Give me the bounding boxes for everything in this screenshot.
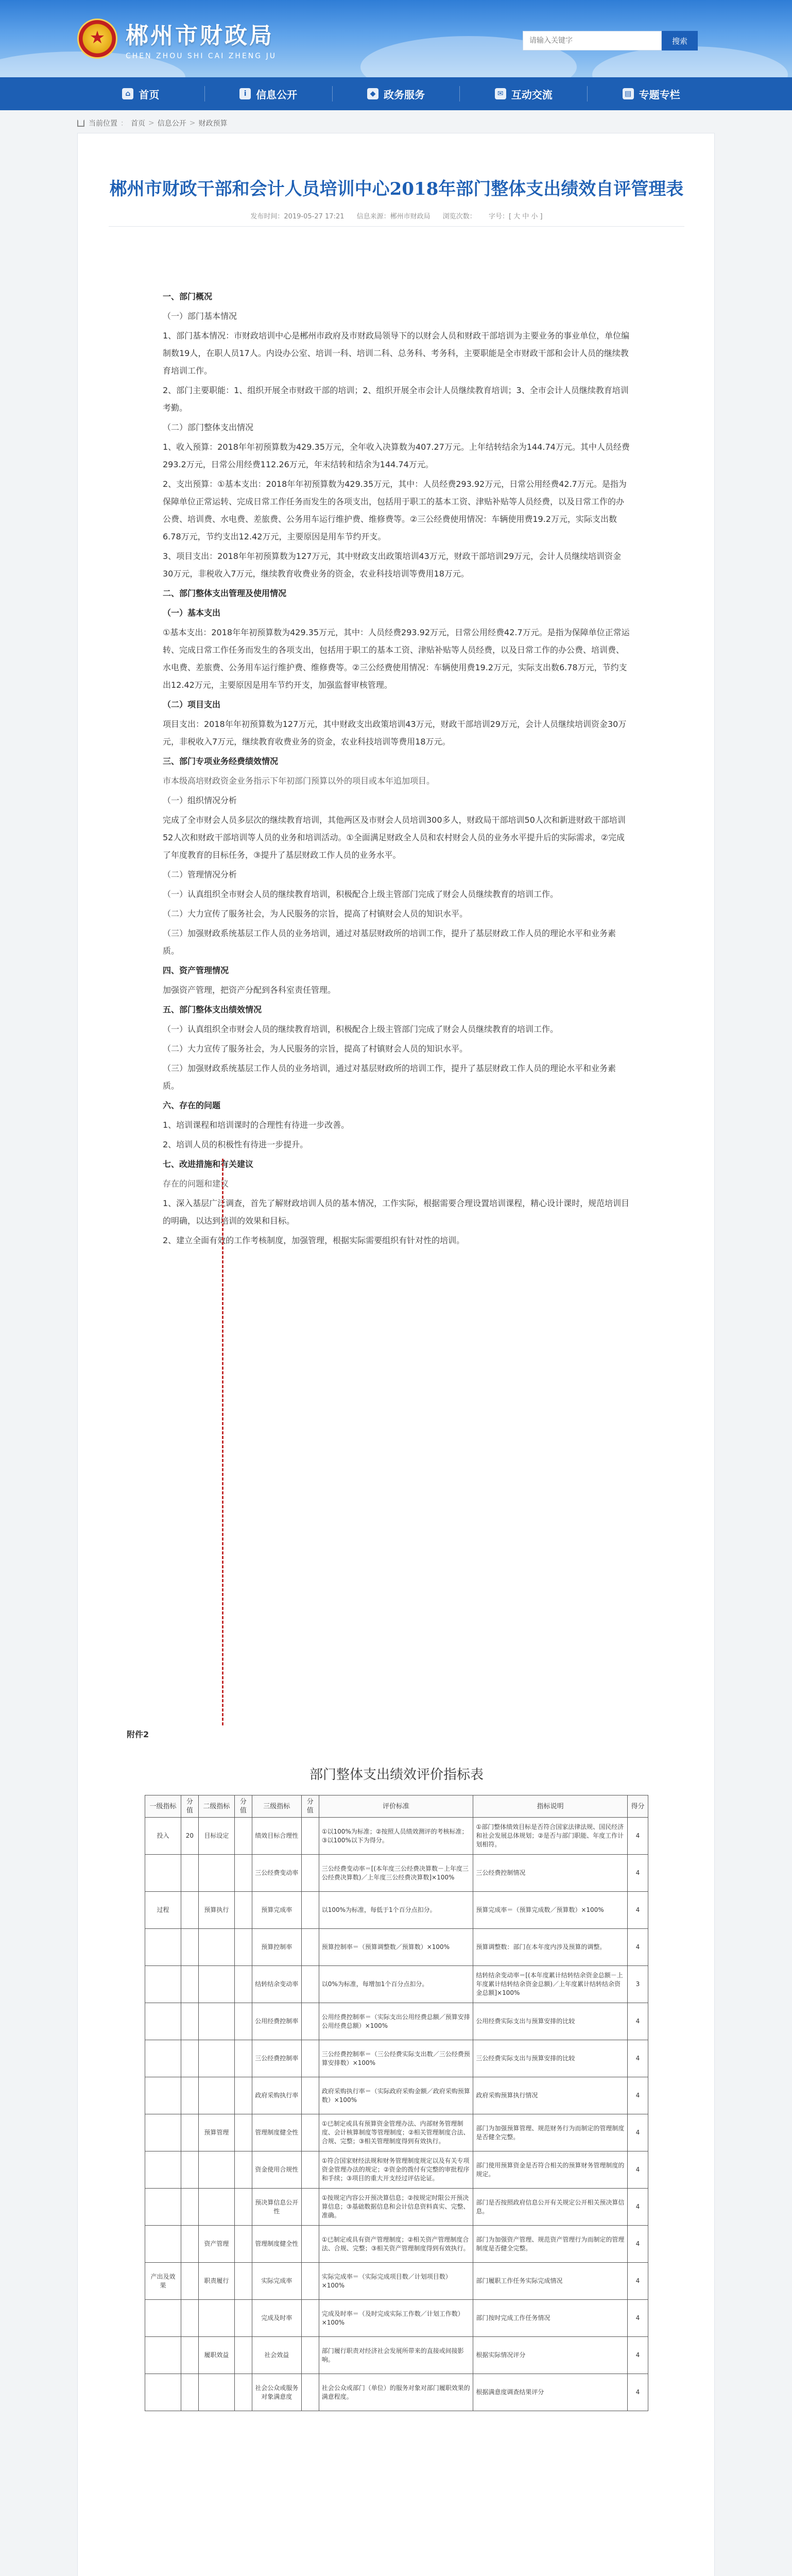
section-heading: 三、部门专项业务经费绩效情况 bbox=[163, 756, 279, 766]
table-cell: 社会公众或部门（单位）的服务对象对部门履职效果的满意程度。 bbox=[319, 2374, 473, 2411]
table-cell bbox=[234, 2374, 252, 2411]
table-cell bbox=[181, 2040, 198, 2077]
table-cell bbox=[145, 2300, 181, 2337]
table-row bbox=[145, 2151, 648, 2189]
paragraph: （二）大力宣传了服务社会，为人民服务的宗旨，提高了村镇财会人员的知识水平。 bbox=[163, 1044, 468, 1054]
table-cell: 预算完成率＝（预算完成数／预算数）×100% bbox=[473, 1892, 628, 1929]
table-cell: 履职效益 bbox=[198, 2337, 234, 2374]
table-cell bbox=[301, 2077, 319, 2114]
paragraph: 1、培训课程和培训课时的合理性有待进一步改善。 bbox=[163, 1120, 350, 1130]
table-cell bbox=[234, 1966, 252, 2003]
table-cell bbox=[301, 2263, 319, 2300]
paragraph: （三）加强财政系统基层工作人员的业务培训，通过对基层财政所的培训工作，提升了基层财政工作人员的理论水平和业务素质。 bbox=[163, 928, 616, 956]
paragraph: 3、项目支出：2018年年初预算数为127万元，其中财政支出政策培训43万元，财政干部培训29万元，会计人员继续培训资金30万元，非税收入7万元，继续教育收费业务的资金，农业科技培训等费用18万元。 bbox=[163, 551, 622, 579]
section-heading: 一、部门概况 bbox=[163, 292, 213, 301]
paragraph: 完成了全市财会人员多层次的继续教育培训，其他两区及市财会人员培训300多人，财政局干部培训50人次和新进财政干部培训52人次和财政干部培训等人员的业务和培训活动。①全面满足财政全人员和农村财会人员的业务水平提升后的实际需求，②完成了年度教育的目标任务，③提升了基层财政工作人员的业务水平。 bbox=[163, 815, 626, 860]
table-cell: 预算控制率 bbox=[252, 1929, 301, 1966]
chat-icon: ✉ bbox=[495, 88, 506, 99]
section-heading: 七、改进措施和有关建议 bbox=[163, 1159, 254, 1169]
table-cell bbox=[181, 2226, 198, 2263]
table-cell bbox=[145, 2337, 181, 2374]
section-heading: 二、部门整体支出管理及使用情况 bbox=[163, 588, 287, 598]
table-cell: 公用经费控制率＝（实际支出公用经费总额／预算安排公用经费总额）×100% bbox=[319, 2003, 473, 2040]
table-cell: 4 bbox=[628, 2374, 648, 2411]
site-name: 郴州市财政局 bbox=[126, 23, 274, 49]
section-heading: （二）项目支出 bbox=[163, 700, 221, 709]
nav-item-info[interactable]: i 信息公开 bbox=[205, 77, 332, 110]
section-heading: 五、部门整体支出绩效情况 bbox=[163, 1005, 262, 1014]
table-cell bbox=[301, 1966, 319, 2003]
table-cell bbox=[181, 2263, 198, 2300]
nav-item-interact[interactable]: ✉ 互动交流 bbox=[460, 77, 587, 110]
table-cell bbox=[301, 1929, 319, 1966]
breadcrumb-home[interactable]: 首页 bbox=[131, 120, 145, 128]
table-row bbox=[145, 1818, 648, 1855]
table-row bbox=[145, 2263, 648, 2300]
table-header-cell: 得分 bbox=[628, 1795, 648, 1818]
divider bbox=[109, 226, 684, 227]
table-cell: 4 bbox=[628, 2337, 648, 2374]
table-cell bbox=[145, 2151, 181, 2189]
cloud-decoration bbox=[592, 46, 788, 77]
table-cell bbox=[198, 2300, 234, 2337]
table-cell bbox=[198, 1929, 234, 1966]
table-header-row bbox=[145, 1795, 648, 1818]
table-cell: 职责履行 bbox=[198, 2263, 234, 2300]
table-row bbox=[145, 1855, 648, 1892]
table-header-cell: 分值 bbox=[301, 1795, 319, 1818]
table-cell: 资产管理 bbox=[198, 2226, 234, 2263]
paragraph: （三）加强财政系统基层工作人员的业务培训，通过对基层财政所的培训工作，提升了基层财政工作人员的理论水平和业务素质。 bbox=[163, 1063, 616, 1091]
location-icon bbox=[77, 120, 84, 127]
table-cell: 三公经费控制情况 bbox=[473, 1855, 628, 1892]
table-cell bbox=[198, 2003, 234, 2040]
table-cell bbox=[145, 1855, 181, 1892]
paragraph: 2、支出预算：①基本支出：2018年年初预算数为429.35万元，其中：人员经费293.92万元，日常公用经费42.7万元。是指为保障单位正常运转、完成日常工作任务而发生的各项支出，包括用于职工的基本工资、津贴补贴等人员经费，以及日常工作的办公费、培训费、水电费、差旅费、公务用车运行维护费、维修费等。②三公经费使用情况：车辆使用费19.2万元，实际支出数6.78万元，节约支出12.42万元，主要原因是用车节约开支。 bbox=[163, 479, 627, 541]
paragraph: （二）部门整体支出情况 bbox=[163, 422, 254, 432]
table-cell bbox=[301, 2151, 319, 2189]
table-header-cell: 二级指标 bbox=[198, 1795, 234, 1818]
paragraph: 市本级高培财政资金业务指示下年初部门预算以外的项目或本年追加项目。 bbox=[163, 776, 435, 786]
column-icon: ▤ bbox=[623, 88, 634, 99]
table-cell bbox=[145, 2374, 181, 2411]
table-row bbox=[145, 2300, 648, 2337]
font-size-switch[interactable]: 字号：[ 大 中 小 ] bbox=[488, 213, 543, 221]
paragraph: 1、深入基层广泛调查，首先了解财政培训人员的基本情况，工作实际，根据需要合理设置培训课程，精心设计课时，规范培训目的明确，以达到培训的效果和目标。 bbox=[163, 1198, 630, 1226]
table-cell bbox=[181, 2077, 198, 2114]
table-cell: ①已制定或具有预算资金管理办法、内部财务管理制度、会计核算制度等管理制度；②相关管理制度合法、合规、完整；③相关管理制度得到有效执行。 bbox=[319, 2114, 473, 2151]
table-cell: 4 bbox=[628, 2151, 648, 2189]
table-cell bbox=[181, 2300, 198, 2337]
table-cell: ①以100%为标准；②按照人员绩效测评的考核标准；③以100%以下为得分。 bbox=[319, 1818, 473, 1855]
table-cell: 完成及时率＝（及时完成实际工作数／计划工作数）×100% bbox=[319, 2300, 473, 2337]
table-cell: 三公经费变动率＝[(本年度三公经费决算数－上年度三公经费决算数)／上年度三公经费决算数]×100% bbox=[319, 1855, 473, 1892]
breadcrumb-label: 当前位置 bbox=[89, 120, 117, 128]
breadcrumb-info[interactable]: 信息公开 bbox=[157, 120, 186, 128]
table-cell bbox=[181, 1966, 198, 2003]
paragraph: 项目支出：2018年年初预算数为127万元，其中财政支出政策培训43万元，财政干部培训29万元，会计人员继续培训资金30万元，非税收入7万元，继续教育收费业务的资金，农业科技培训等费用18万元。 bbox=[163, 719, 627, 747]
info-icon: i bbox=[239, 88, 251, 99]
table-cell bbox=[181, 2374, 198, 2411]
table-cell: 预算执行 bbox=[198, 1892, 234, 1929]
table-row bbox=[145, 2040, 648, 2077]
table-row bbox=[145, 2189, 648, 2226]
table-cell: 以100%为标准，每低于1个百分点扣分。 bbox=[319, 1892, 473, 1929]
table-cell bbox=[301, 2337, 319, 2374]
table-cell: 部门使用预算资金是否符合相关的预算财务管理制度的规定。 bbox=[473, 2151, 628, 2189]
paragraph: 存在的问题和建议 bbox=[163, 1179, 229, 1189]
table-cell bbox=[301, 1818, 319, 1855]
table-cell: 部门为加强预算管理、规范财务行为而制定的管理制度是否健全完整。 bbox=[473, 2114, 628, 2151]
table-cell bbox=[145, 1966, 181, 2003]
table-cell: 结转结余变动率 bbox=[252, 1966, 301, 2003]
table-cell: 4 bbox=[628, 1929, 648, 1966]
table-cell bbox=[301, 2226, 319, 2263]
table-cell bbox=[301, 1855, 319, 1892]
table-cell bbox=[234, 1855, 252, 1892]
performance-table bbox=[145, 1795, 648, 2411]
table-cell bbox=[181, 1855, 198, 1892]
table-header-cell: 分值 bbox=[234, 1795, 252, 1818]
search-box bbox=[523, 31, 698, 50]
table-cell bbox=[198, 1855, 234, 1892]
table-row bbox=[145, 2003, 648, 2040]
table-cell bbox=[301, 2114, 319, 2151]
breadcrumb-budget[interactable]: 财政预算 bbox=[198, 120, 228, 128]
table-cell bbox=[234, 2114, 252, 2151]
table-cell bbox=[234, 2003, 252, 2040]
table-cell: 3 bbox=[628, 1966, 648, 2003]
table-cell bbox=[234, 2189, 252, 2226]
table-cell: 资金使用合规性 bbox=[252, 2151, 301, 2189]
table-cell: 20 bbox=[181, 1818, 198, 1855]
info-source: 信息来源：郴州市财政局 bbox=[356, 213, 431, 221]
table-cell bbox=[234, 2337, 252, 2374]
article-title: 郴州市财政干部和会计人员培训中心2018年部门整体支出绩效自评管理表 bbox=[109, 179, 684, 199]
table-cell: 根据满意度调查结果评分 bbox=[473, 2374, 628, 2411]
table-cell bbox=[181, 1929, 198, 1966]
table-cell bbox=[181, 2337, 198, 2374]
table-cell: 4 bbox=[628, 2189, 648, 2226]
table-cell: 预算控制率＝（预算调整数／预算数）×100% bbox=[319, 1929, 473, 1966]
table-header-cell: 一级指标 bbox=[145, 1795, 181, 1818]
table-cell bbox=[234, 1929, 252, 1966]
table-cell: 4 bbox=[628, 2263, 648, 2300]
table-cell: 部门为加强资产管理、规范资产管理行为而制定的管理制度是否健全完整。 bbox=[473, 2226, 628, 2263]
table-cell: 管理制度健全性 bbox=[252, 2114, 301, 2151]
table-cell bbox=[198, 2151, 234, 2189]
paragraph: （一）认真组织全市财会人员的继续教育培训，积极配合上级主管部门完成了财会人员继续教育的培训工作。 bbox=[163, 1024, 559, 1034]
table-cell: 4 bbox=[628, 2114, 648, 2151]
table-cell bbox=[181, 2003, 198, 2040]
section-heading: （一）基本支出 bbox=[163, 608, 221, 618]
table-header-cell: 指标说明 bbox=[473, 1795, 628, 1818]
search-input[interactable] bbox=[523, 31, 662, 50]
table-cell: 部门按时完成工作任务情况 bbox=[473, 2300, 628, 2337]
table-cell bbox=[181, 2189, 198, 2226]
table-cell: 管理制度健全性 bbox=[252, 2226, 301, 2263]
table-header-cell: 评价标准 bbox=[319, 1795, 473, 1818]
table-cell bbox=[145, 2040, 181, 2077]
table-cell: 公用经费实际支出与预算安排的比较 bbox=[473, 2003, 628, 2040]
table-cell bbox=[145, 1929, 181, 1966]
table-cell: 投入 bbox=[145, 1818, 181, 1855]
paragraph: （二）大力宣传了服务社会，为人民服务的宗旨，提高了村镇财会人员的知识水平。 bbox=[163, 909, 468, 919]
table-cell bbox=[145, 2114, 181, 2151]
table-cell: ①符合国家财经法规和财务管理制度规定以及有关专项资金管理办法的规定；②资金的拨付有完整的审批程序和手续；③项目的重大开支经过评估论证。 bbox=[319, 2151, 473, 2189]
table-cell: ①按规定内容公开预决算信息；②按规定时限公开预决算信息；③基础数据信息和会计信息资料真实、完整、准确。 bbox=[319, 2189, 473, 2226]
article-meta bbox=[78, 211, 715, 221]
dashed-divider bbox=[222, 1159, 223, 1725]
table-title: 部门整体支出绩效评价指标表 bbox=[309, 1767, 484, 1783]
table-cell: 4 bbox=[628, 1855, 648, 1892]
table-cell: 实际完成率 bbox=[252, 2263, 301, 2300]
table-cell: 4 bbox=[628, 2003, 648, 2040]
paragraph: ①基本支出：2018年年初预算数为429.35万元，其中：人员经费293.92万元，日常公用经费42.7万元。是指为保障单位正常运转、完成日常工作任务而发生的各项支出，包括用于职工的基本工资、津贴补贴等人员经费，以及日常工作的办公费、培训费、水电费、差旅费、公务用车运行维护费、维修费等。②三公经费使用情况：车辆使用费19.2万元，实际支出数6.78万元，节约支出12.42万元，主要原因是用车节约开支，加强监督审核管理。 bbox=[163, 628, 630, 690]
table-cell: 实际完成率＝（实际完成项目数／计划项目数）×100% bbox=[319, 2263, 473, 2300]
table-cell: 根据实际情况评分 bbox=[473, 2337, 628, 2374]
main-nav bbox=[0, 77, 792, 110]
paragraph: （一）认真组织全市财会人员的继续教育培训，积极配合上级主管部门完成了财会人员继续教育的培训工作。 bbox=[163, 889, 559, 899]
table-row bbox=[145, 1966, 648, 2003]
table-cell bbox=[234, 1818, 252, 1855]
view-count: 浏览次数： bbox=[442, 213, 476, 221]
table-cell: 三公经费控制率＝（三公经费实际支出数／三公经费预算安排数）×100% bbox=[319, 2040, 473, 2077]
site-logo[interactable] bbox=[77, 15, 277, 62]
service-icon: ◆ bbox=[367, 88, 378, 99]
table-cell bbox=[301, 2374, 319, 2411]
table-cell: 部门履行职责对经济社会发展所带来的直接或间接影响。 bbox=[319, 2337, 473, 2374]
header-banner bbox=[0, 0, 792, 77]
table-cell: 预算管理 bbox=[198, 2114, 234, 2151]
table-cell: 产出及效果 bbox=[145, 2263, 181, 2300]
table-cell: ①部门整体绩效目标是否符合国家法律法规、国民经济和社会发展总体规划；②是否与部门职能、年度工作计划相符。 bbox=[473, 1818, 628, 1855]
table-cell: 预算完成率 bbox=[252, 1892, 301, 1929]
table-cell: 4 bbox=[628, 2077, 648, 2114]
paragraph: （一）组织情况分析 bbox=[163, 795, 237, 805]
table-cell bbox=[234, 2226, 252, 2263]
table-cell: 三公经费控制率 bbox=[252, 2040, 301, 2077]
table-cell bbox=[301, 2040, 319, 2077]
table-cell: ①已制定或具有资产管理制度；②相关资产管理制度合法、合规、完整；③相关资产管理制度得到有效执行。 bbox=[319, 2226, 473, 2263]
table-row bbox=[145, 2374, 648, 2411]
table-cell: 4 bbox=[628, 2040, 648, 2077]
table-cell bbox=[301, 2189, 319, 2226]
home-icon: ⌂ bbox=[122, 88, 133, 99]
table-cell bbox=[234, 2040, 252, 2077]
table-cell: 三公经费实际支出与预算安排的比较 bbox=[473, 2040, 628, 2077]
table-row bbox=[145, 2226, 648, 2263]
national-emblem-icon bbox=[77, 19, 117, 59]
paragraph: （二）管理情况分析 bbox=[163, 870, 237, 879]
table-cell: 完成及时率 bbox=[252, 2300, 301, 2337]
site-pinyin: CHEN ZHOU SHI CAI ZHENG JU bbox=[126, 52, 277, 60]
search-button[interactable]: 搜索 bbox=[662, 31, 698, 50]
table-cell: 4 bbox=[628, 1892, 648, 1929]
paragraph: 1、收入预算：2018年年初预算数为429.35万元，全年收入决算数为407.27万元。上年结转结余为144.74万元。其中人员经费293.2万元，日常公用经费112.26万元，年末结转和结余为144.74万元。 bbox=[163, 442, 630, 469]
table-row bbox=[145, 2077, 648, 2114]
table-row bbox=[145, 1892, 648, 1929]
breadcrumb: 当前位置 ： 首页 > 信息公开 > 财政预算 bbox=[77, 114, 715, 132]
table-row bbox=[145, 2114, 648, 2151]
table-cell: 政府采购预算执行情况 bbox=[473, 2077, 628, 2114]
nav-item-home[interactable]: ⌂ 首页 bbox=[77, 77, 204, 110]
table-cell bbox=[145, 2077, 181, 2114]
table-cell bbox=[181, 2114, 198, 2151]
table-cell bbox=[234, 2263, 252, 2300]
table-cell: 绩效目标合理性 bbox=[252, 1818, 301, 1855]
article-body bbox=[163, 288, 631, 1251]
table-cell bbox=[198, 1966, 234, 2003]
table-header-cell: 分值 bbox=[181, 1795, 198, 1818]
publish-date: 发布时间：2019-05-27 17:21 bbox=[250, 213, 345, 221]
table-cell bbox=[181, 1892, 198, 1929]
table-cell: 目标设定 bbox=[198, 1818, 234, 1855]
paragraph: 2、部门主要职能：1、组织开展全市财政干部的培训；2、组织开展全市会计人员继续教育培训；3、全市会计人员继续教育培训考勤。 bbox=[163, 385, 629, 413]
table-cell: 社会公众或服务对象满意度 bbox=[252, 2374, 301, 2411]
table-row bbox=[145, 2337, 648, 2374]
table-cell bbox=[198, 2374, 234, 2411]
table-cell: 三公经费变动率 bbox=[252, 1855, 301, 1892]
table-cell bbox=[234, 2151, 252, 2189]
table-cell bbox=[145, 2003, 181, 2040]
table-cell: 部门是否按照政府信息公开有关规定公开相关预决算信息。 bbox=[473, 2189, 628, 2226]
section-heading: 四、资产管理情况 bbox=[163, 965, 229, 975]
table-cell: 部门履职工作任务实际完成情况 bbox=[473, 2263, 628, 2300]
section-heading: 六、存在的问题 bbox=[163, 1100, 221, 1110]
table-cell: 4 bbox=[628, 1818, 648, 1855]
table-cell bbox=[145, 2189, 181, 2226]
paragraph: 加强资产管理，把资产分配到各科室责任管理。 bbox=[163, 985, 336, 995]
table-cell bbox=[301, 2003, 319, 2040]
table-cell: 过程 bbox=[145, 1892, 181, 1929]
table-cell bbox=[234, 2300, 252, 2337]
table-row bbox=[145, 1929, 648, 1966]
table-cell: 政府采购执行率＝（实际政府采购金额／政府采购预算数）×100% bbox=[319, 2077, 473, 2114]
table-cell bbox=[198, 2077, 234, 2114]
table-cell bbox=[198, 2040, 234, 2077]
article-card bbox=[77, 133, 715, 2576]
table-cell bbox=[181, 2151, 198, 2189]
table-cell: 公用经费控制率 bbox=[252, 2003, 301, 2040]
paragraph: 2、建立全面有效的工作考核制度，加强管理，根据实际需要组织有针对性的培训。 bbox=[163, 1235, 465, 1245]
table-cell: 以0%为标准，每增加1个百分点扣分。 bbox=[319, 1966, 473, 2003]
paragraph: 2、培训人员的积极性有待进一步提升。 bbox=[163, 1140, 308, 1149]
nav-item-service[interactable]: ◆ 政务服务 bbox=[333, 77, 460, 110]
nav-item-column[interactable]: ▤ 专题专栏 bbox=[588, 77, 715, 110]
table-cell: 社会效益 bbox=[252, 2337, 301, 2374]
table-cell bbox=[145, 2226, 181, 2263]
table-cell bbox=[234, 1892, 252, 1929]
table-cell: 政府采购执行率 bbox=[252, 2077, 301, 2114]
table-cell: 预算调整数：部门在本年度内涉及预算的调整。 bbox=[473, 1929, 628, 1966]
paragraph: （一）部门基本情况 bbox=[163, 311, 237, 321]
table-cell: 结转结余变动率＝[(本年度累计结转结余资金总额－上年度累计结转结余资金总额)／上年度累计结转结余资金总额]×100% bbox=[473, 1966, 628, 2003]
table-cell bbox=[198, 2189, 234, 2226]
table-cell: 预决算信息公开性 bbox=[252, 2189, 301, 2226]
table-cell: 4 bbox=[628, 2226, 648, 2263]
table-cell: 4 bbox=[628, 2300, 648, 2337]
table-cell bbox=[301, 2300, 319, 2337]
table-header-cell: 三级指标 bbox=[252, 1795, 301, 1818]
table-cell bbox=[301, 1892, 319, 1929]
attachment-label: 附件2 bbox=[127, 1730, 149, 1739]
paragraph: 1、部门基本情况：市财政培训中心是郴州市政府及市财政局领导下的以财会人员和财政干部培训为主要业务的事业单位，单位编制数19人，在职人员17人。内设办公室、培训一科、培训二科、总务科、考务科，主要职能是全市财政干部和会计人员的继续教育培训工作。 bbox=[163, 331, 630, 376]
table-cell bbox=[234, 2077, 252, 2114]
